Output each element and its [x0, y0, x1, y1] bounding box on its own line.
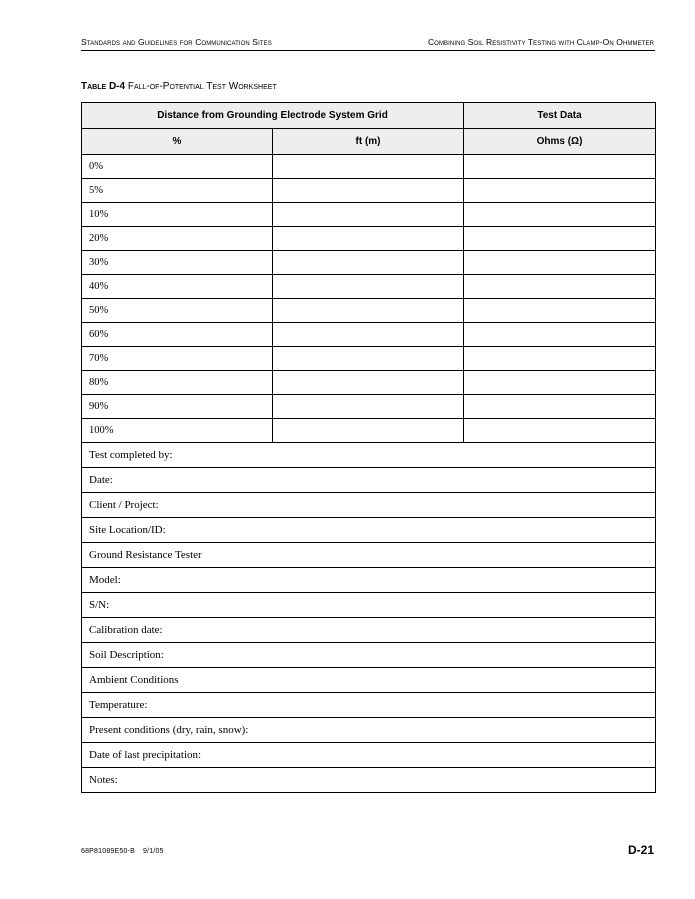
ohms-entry-cell[interactable] [464, 395, 656, 419]
table-row [82, 419, 656, 443]
percent-cell: 70% [82, 347, 273, 371]
group-header-test-data: Test Data [464, 103, 656, 129]
field-row-notes [82, 768, 656, 793]
group-header-row [82, 103, 656, 129]
footer-page-number: D-21 [627, 843, 654, 857]
field-row-present-conditions [82, 718, 656, 743]
ft-m-entry-cell[interactable] [273, 347, 464, 371]
table-row [82, 299, 656, 323]
percent-cell: 20% [82, 227, 273, 251]
percent-cell: 100% [82, 419, 273, 443]
ohms-entry-cell[interactable] [464, 227, 656, 251]
header-rule [81, 50, 655, 51]
percent-cell: 40% [82, 275, 273, 299]
column-header-ft-m: ft (m) [273, 129, 464, 155]
column-header-row [82, 129, 656, 155]
field-temperature[interactable]: Temperature: [82, 693, 656, 718]
table-row [82, 275, 656, 299]
percent-cell: 50% [82, 299, 273, 323]
ft-m-entry-cell[interactable] [273, 419, 464, 443]
table-row [82, 155, 656, 179]
footer-doc-info [81, 848, 164, 855]
field-test-completed-by[interactable]: Test completed by: [82, 443, 656, 468]
table-caption-title: Fall-of-Potential Test Worksheet [127, 81, 277, 92]
field-last-precipitation[interactable]: Date of last precipitation: [82, 743, 656, 768]
ft-m-entry-cell[interactable] [273, 275, 464, 299]
field-present-conditions[interactable]: Present conditions (dry, rain, snow): [82, 718, 656, 743]
field-notes[interactable]: Notes: [82, 768, 656, 793]
field-row-client-project [82, 493, 656, 518]
field-model[interactable]: Model: [82, 568, 656, 593]
ft-m-entry-cell[interactable] [273, 203, 464, 227]
field-serial-number[interactable]: S/N: [82, 593, 656, 618]
ft-m-entry-cell[interactable] [273, 227, 464, 251]
ft-m-entry-cell[interactable] [273, 299, 464, 323]
table-caption-label: Table D-4 [81, 81, 126, 92]
field-row-ambient-conditions [82, 668, 656, 693]
ft-m-entry-cell[interactable] [273, 371, 464, 395]
ohms-entry-cell[interactable] [464, 275, 656, 299]
running-header-right: Combining Soil Resistivity Testing with Clamp-On Ohmmeter [427, 37, 654, 47]
field-site-location[interactable]: Site Location/ID: [82, 518, 656, 543]
ft-m-entry-cell[interactable] [273, 179, 464, 203]
field-calibration-date[interactable]: Calibration date: [82, 618, 656, 643]
ohms-entry-cell[interactable] [464, 179, 656, 203]
ohms-entry-cell[interactable] [464, 155, 656, 179]
table-row [82, 179, 656, 203]
field-ground-resistance-tester[interactable]: Ground Resistance Tester [82, 543, 656, 568]
field-row-calibration-date [82, 618, 656, 643]
ohms-entry-cell[interactable] [464, 347, 656, 371]
percent-cell: 60% [82, 323, 273, 347]
percent-cell: 5% [82, 179, 273, 203]
field-client-project[interactable]: Client / Project: [82, 493, 656, 518]
column-header-percent: % [82, 129, 273, 155]
percent-cell: 10% [82, 203, 273, 227]
group-header-distance: Distance from Grounding Electrode System Grid [82, 103, 464, 129]
table-row [82, 251, 656, 275]
field-row-test-completed-by [82, 443, 656, 468]
ohms-entry-cell[interactable] [464, 419, 656, 443]
footer-doc-number: 68P81089E50-B [81, 848, 135, 855]
ft-m-entry-cell[interactable] [273, 323, 464, 347]
table-row [82, 323, 656, 347]
column-header-ohms: Ohms (Ω) [464, 129, 656, 155]
table-row [82, 395, 656, 419]
field-row-site-location [82, 518, 656, 543]
ohms-entry-cell[interactable] [464, 323, 656, 347]
table-row [82, 347, 656, 371]
table-caption [81, 81, 277, 92]
footer-date: 9/1/05 [142, 848, 164, 855]
ohms-entry-cell[interactable] [464, 299, 656, 323]
percent-cell: 80% [82, 371, 273, 395]
ohms-entry-cell[interactable] [464, 371, 656, 395]
field-row-soil-description [82, 643, 656, 668]
field-row-date [82, 468, 656, 493]
percent-cell: 0% [82, 155, 273, 179]
ohms-entry-cell[interactable] [464, 251, 656, 275]
field-row-serial-number [82, 593, 656, 618]
field-date[interactable]: Date: [82, 468, 656, 493]
field-row-temperature [82, 693, 656, 718]
field-row-model [82, 568, 656, 593]
field-row-last-precipitation [82, 743, 656, 768]
running-header-left: Standards and Guidelines for Communication Sites [81, 37, 272, 47]
ft-m-entry-cell[interactable] [273, 251, 464, 275]
table-row [82, 203, 656, 227]
field-soil-description[interactable]: Soil Description: [82, 643, 656, 668]
percent-cell: 30% [82, 251, 273, 275]
worksheet-table [81, 102, 656, 793]
ft-m-entry-cell[interactable] [273, 155, 464, 179]
ohms-entry-cell[interactable] [464, 203, 656, 227]
table-row [82, 371, 656, 395]
table-row [82, 227, 656, 251]
percent-cell: 90% [82, 395, 273, 419]
field-row-ground-resistance-tester [82, 543, 656, 568]
ft-m-entry-cell[interactable] [273, 395, 464, 419]
field-ambient-conditions[interactable]: Ambient Conditions [82, 668, 656, 693]
